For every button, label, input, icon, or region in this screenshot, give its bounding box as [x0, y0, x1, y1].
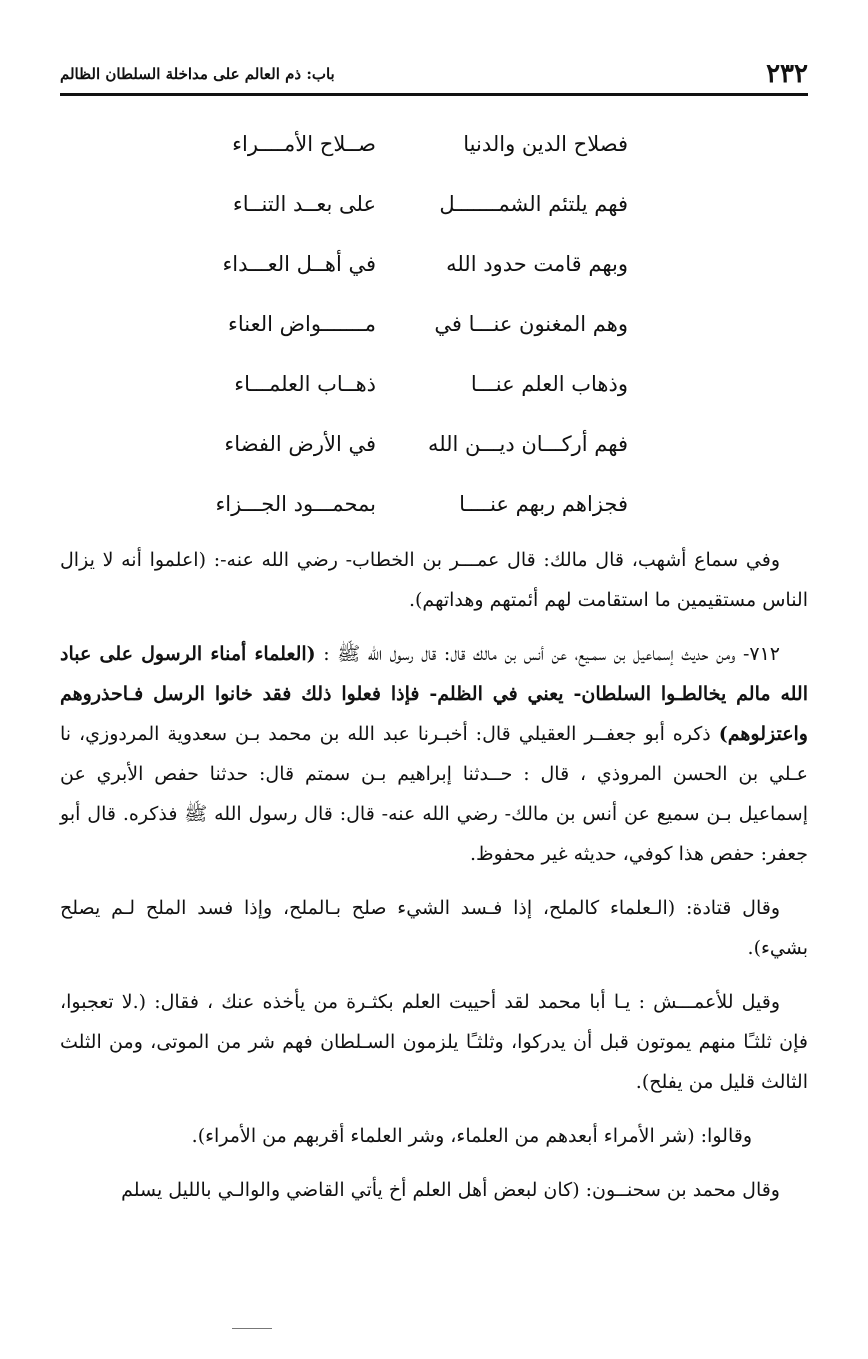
poem — [0, 120, 868, 540]
verse-first-hemistich: فصلاح الدين والدنيا — [463, 132, 628, 156]
verse-row — [0, 240, 868, 300]
verse-row — [0, 360, 868, 420]
verse-second-hemistich: في الأرض الفضاء — [224, 432, 376, 456]
hadith-chain: ذكره أبو جعفــر العقيلي قال: أخبـرنا عبد الله بن محمد بـن سعدوية المردوزي، نا عـلي بن الحسن المروذي ، قال : حــدثنا إبراهيم بـن سمتم قال: حدثنا حفص الأبري عن إسماعيل بـن سميع عن أنس بن مالك- رضي الله عنه- قال: قال رسول الله ﷺ فذكره. قال أبو جعفر: حفص هذا كوفي، حديثه غير محفوظ. — [60, 723, 808, 865]
paragraph-sahnun: وقال محمد بن سحنــون: (كان لبعض أهل العلم أخ يأتي القاضي والوالـي بالليل يسلم — [121, 1179, 780, 1201]
paragraph-amash: وقيل للأعمـــش : يـا أبا محمد لقد أحييت العلم بكثـرة من يأخذه عنك ، فقال: (.لا تعجبوا، فإن ثلثـًا منهم يموتون قبل أن يدركوا، وثلثـًا يلزمون السـلطان فهم شر من الموتى، ومن الثلث الثالث قليل من يفلح). — [60, 991, 808, 1093]
running-title: باب: ذم العالم على مداخلة السلطان الظالم — [60, 65, 335, 83]
verse-first-hemistich: وذهاب العلم عنـــا — [470, 372, 628, 396]
page-header — [60, 58, 808, 90]
verse-first-hemistich: وبهم قامت حدود الله — [446, 252, 628, 276]
hadith-quote: (العلماء أمناء الرسول على عباد الله مالم يخالطـوا السلطان- يعني في الظلم- فإذا فعلوا ذلك فقد خانوا الرسل فـاحذروهم واعتزلوهم) — [60, 643, 808, 745]
paragraph-qatada: وقال قتادة: (الـعلماء كالملح، إذا فـسد الشيء صلح بـالملح، وإذا فسد الملح لـم يصلح بشيء). — [60, 897, 808, 959]
page-number: ٢٣٢ — [766, 59, 808, 89]
verse-second-hemistich: صــلاح الأمــــراء — [232, 132, 376, 156]
paragraph-umara: وقالوا: (شر الأمراء أبعدهم من العلماء، وشر العلماء أقربهم من الأمراء). — [191, 1125, 752, 1147]
verse-second-hemistich: مـــــــواض العناء — [227, 312, 376, 336]
header-rule — [60, 93, 808, 96]
verse-second-hemistich: ذهــاب العلمـــاء — [234, 372, 376, 396]
verse-row — [0, 420, 868, 480]
verse-first-hemistich: فهم يلتئم الشمـــــــل — [439, 192, 628, 216]
page-footer-mark — [232, 1328, 272, 1329]
verse-row — [0, 120, 868, 180]
body-text — [60, 540, 808, 1224]
verse-first-hemistich: وهم المغنون عنـــا في — [434, 312, 628, 336]
verse-second-hemistich: بمحمـــود الجـــزاء — [215, 492, 376, 516]
verse-second-hemistich: في أهــل العـــداء — [222, 252, 376, 276]
verse-first-hemistich: فجزاهم ربهم عنــــا — [459, 492, 628, 516]
verse-row — [0, 480, 868, 540]
verse-second-hemistich: على بعــد التنــاء — [232, 192, 376, 216]
paragraph-hadith-712 — [60, 634, 808, 874]
hadith-intro: ٧١٢- ومن حديث إسماعيل بن سمـيع، عن أنس بن مالك قال: قال رسول الله ﷺ : — [323, 643, 781, 665]
verse-row — [0, 180, 868, 240]
verse-first-hemistich: فهم أركـــان ديـــن الله — [427, 432, 628, 456]
paragraph-ashhab: وفي سماع أشهب، قال مالك: قال عمـــر بن الخطاب- رضي الله عنه-: (اعلموا أنه لا يزال الناس مستقيمين ما استقامت لهم أئمتهم وهداتهم). — [60, 549, 808, 611]
verse-row — [0, 300, 868, 360]
